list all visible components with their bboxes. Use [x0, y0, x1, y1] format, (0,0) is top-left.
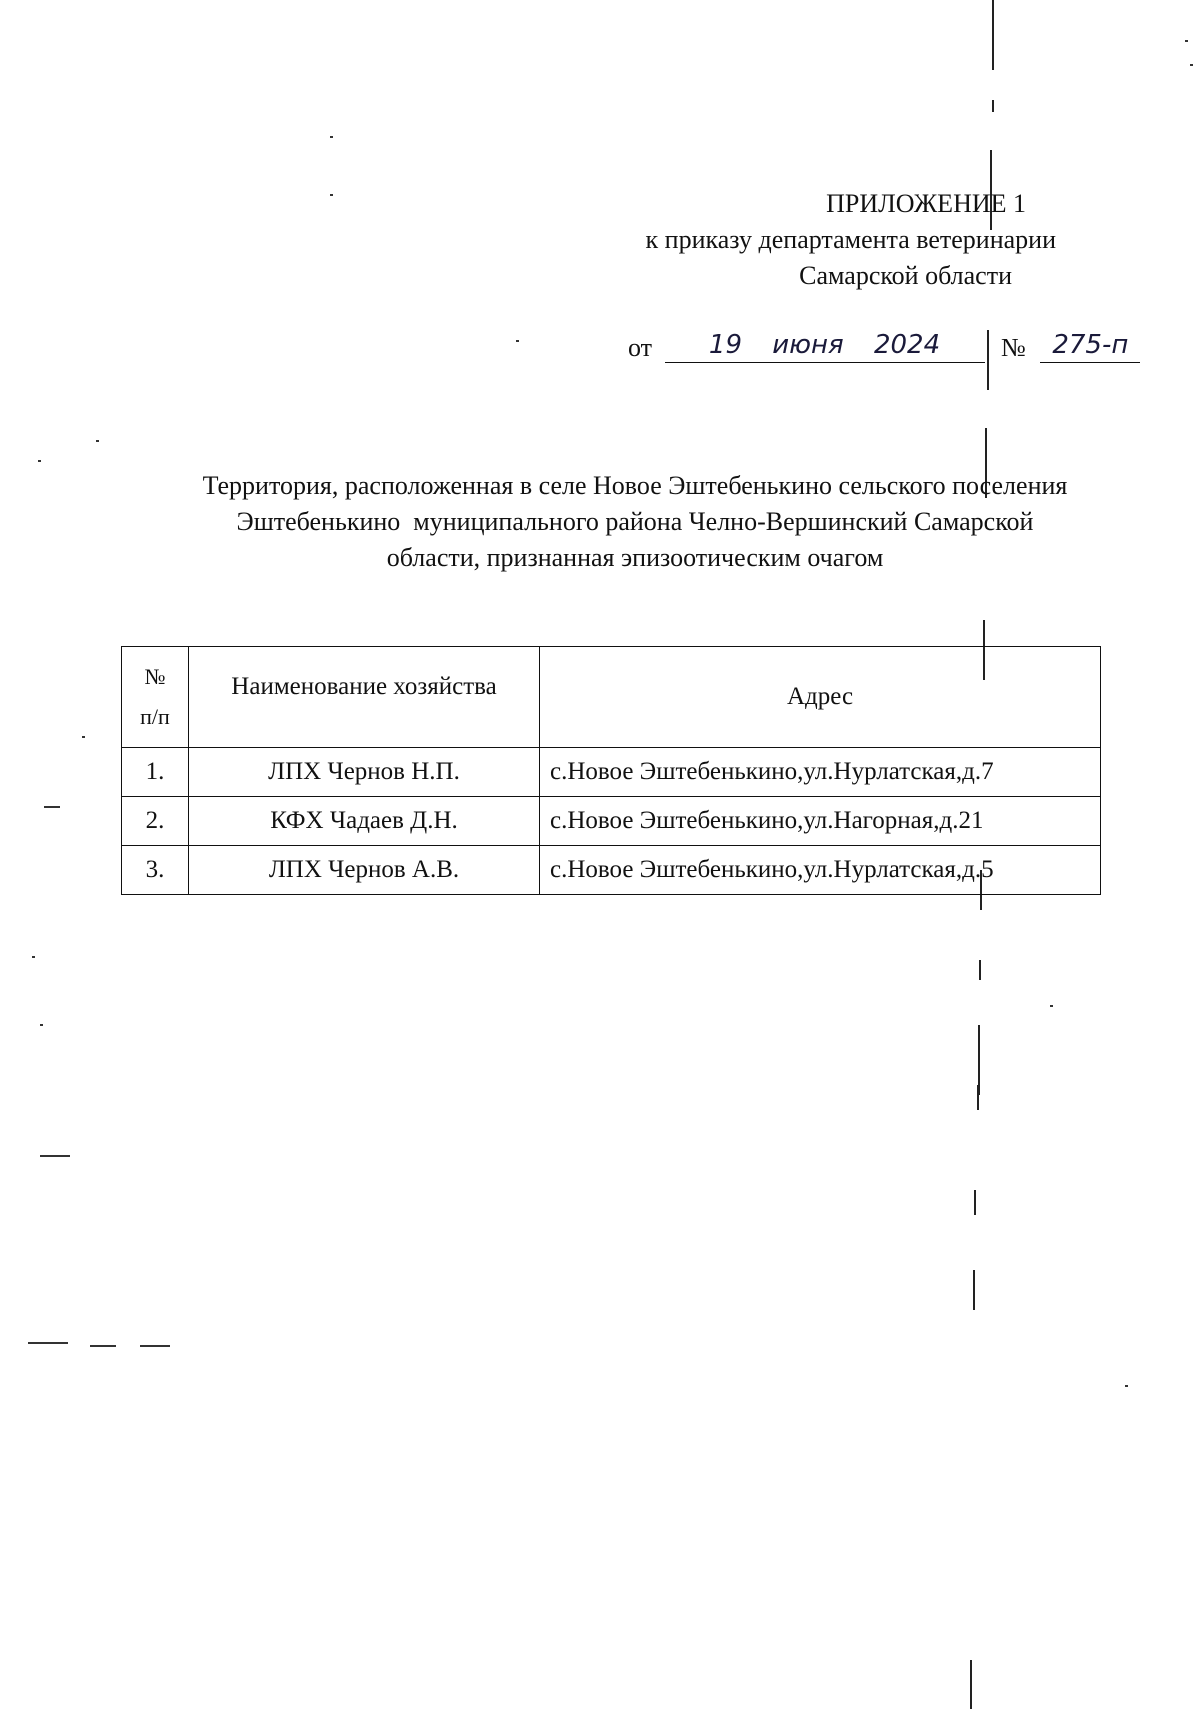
appendix-region: Самарской области — [799, 261, 1012, 290]
row-number: 2. — [122, 797, 189, 846]
scan-artifact-dot — [28, 1342, 68, 1344]
scan-artifact-line — [970, 1660, 972, 1709]
scan-artifact-dot — [1125, 1385, 1128, 1387]
appendix-title: ПРИЛОЖЕНИЕ 1 — [826, 189, 1026, 218]
table-row — [122, 846, 1101, 895]
appendix-header — [620, 186, 1140, 294]
table-header-row — [122, 647, 1101, 748]
scan-artifact-dot — [1185, 40, 1188, 42]
appendix-order-ref: к приказу департамента ветеринарии — [645, 225, 1056, 254]
scan-artifact-dot — [40, 1155, 70, 1157]
scan-artifact-dot — [32, 956, 35, 958]
scan-artifact-dot — [330, 136, 333, 138]
scan-artifact-dot — [40, 1024, 43, 1026]
row-address: с.Новое Эштебенькино,ул.Нагорная,д.21 — [540, 797, 1101, 846]
order-date-handwritten: 19 июня 2024 — [665, 330, 985, 363]
order-date-number-line — [628, 330, 1140, 370]
order-number-handwritten: 275-п — [1040, 330, 1140, 363]
header-farm-name: Наименование хозяйства — [189, 647, 540, 748]
row-address: с.Новое Эштебенькино,ул.Нурлатская,д.5 — [540, 846, 1101, 895]
scan-artifact-dot — [516, 340, 519, 342]
row-address: с.Новое Эштебенькино,ул.Нурлатская,д.7 — [540, 748, 1101, 797]
heading-line: Территория, расположенная в селе Новое Эштебенькино сельского поселения — [202, 471, 1068, 500]
heading-line: Эштебенькино муниципального района Челно-Вершинский Самарской — [236, 507, 1034, 536]
scan-artifact-dot — [96, 440, 99, 442]
header-number-symbol: № — [144, 664, 166, 689]
scan-artifact-line — [979, 960, 981, 980]
farms-table — [121, 646, 1101, 895]
scan-artifact-dot — [82, 736, 85, 738]
row-farm-name: КФХ Чадаев Д.Н. — [189, 797, 540, 846]
scan-artifact-line — [992, 100, 994, 112]
row-number: 3. — [122, 846, 189, 895]
scan-artifact-dot — [44, 806, 60, 808]
header-address: Адрес — [540, 647, 1101, 748]
order-from-label: от — [628, 333, 653, 362]
table-row — [122, 748, 1101, 797]
row-farm-name: ЛПХ Чернов А.В. — [189, 846, 540, 895]
scan-artifact-dot — [1190, 64, 1193, 66]
scan-artifact-line — [973, 1270, 975, 1310]
row-number: 1. — [122, 748, 189, 797]
table-row — [122, 797, 1101, 846]
heading-line: области, признанная эпизоотическим очагом — [386, 543, 884, 572]
scan-artifact-dot — [38, 460, 41, 462]
scan-artifact-line — [992, 0, 994, 70]
document-heading — [140, 468, 1130, 576]
scan-artifact-dot — [140, 1345, 170, 1347]
scan-artifact-dot — [90, 1345, 116, 1347]
header-number-abbr: п/п — [140, 704, 170, 729]
scan-artifact-dot — [330, 194, 333, 196]
header-number — [122, 647, 189, 748]
scan-artifact-line — [974, 1190, 976, 1215]
order-number-label: № — [1001, 333, 1026, 362]
scan-artifact-line — [977, 1085, 979, 1110]
scan-artifact-dot — [1050, 1005, 1053, 1007]
row-farm-name: ЛПХ Чернов Н.П. — [189, 748, 540, 797]
